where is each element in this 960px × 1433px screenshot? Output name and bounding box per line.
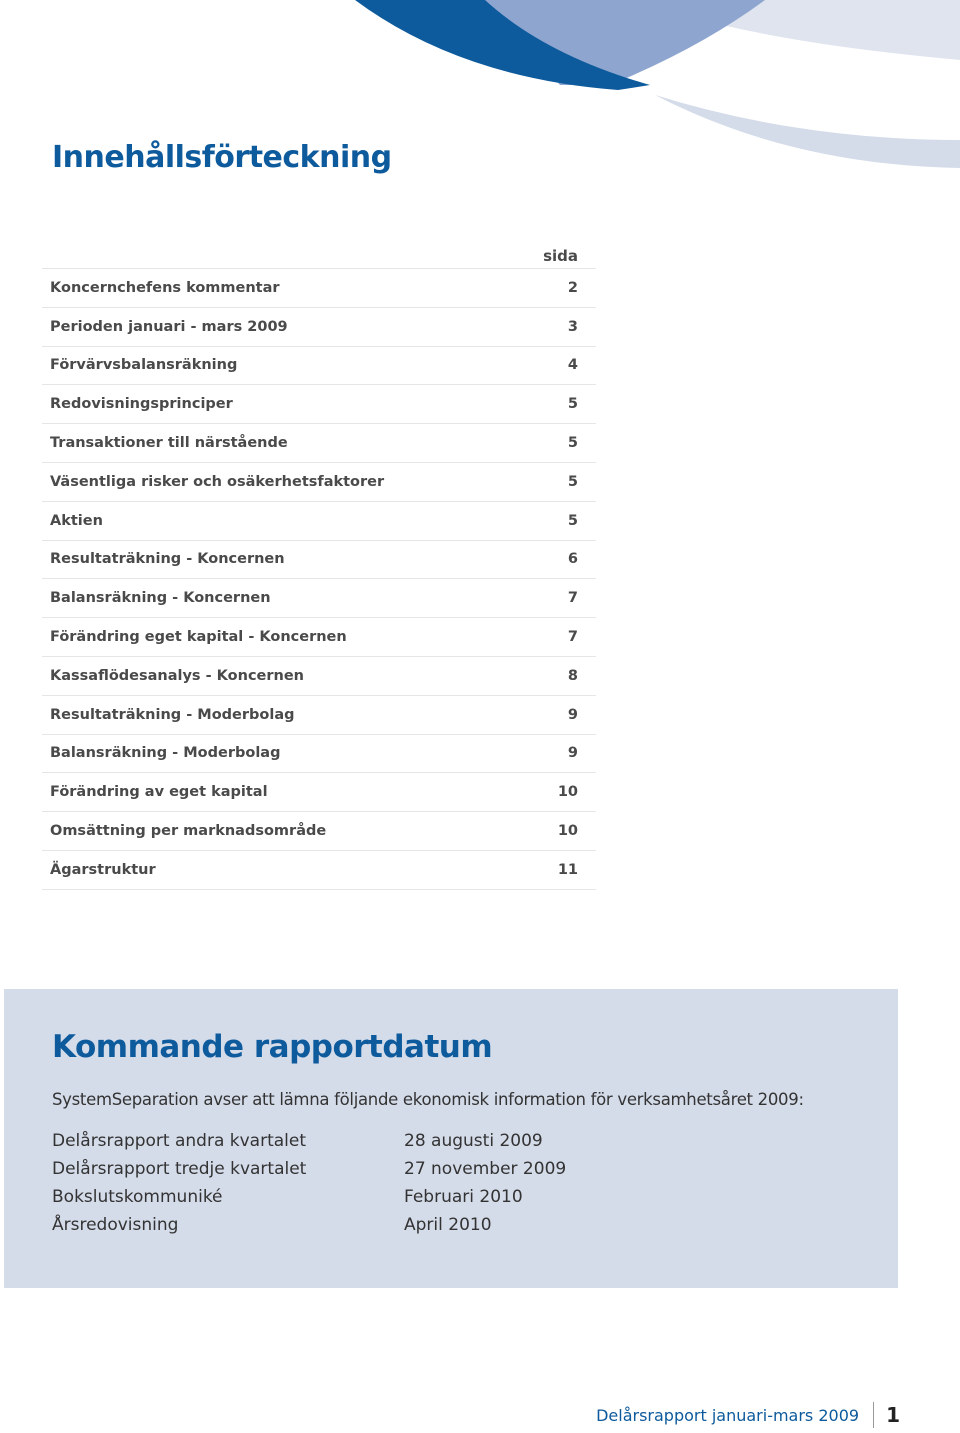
toc-entry-page: 5 [567, 396, 578, 413]
toc-entry-page: 11 [557, 861, 578, 878]
toc-entry-title: Resultaträkning - Koncernen [50, 551, 285, 568]
toc-entry-title: Transaktioner till närstående [50, 435, 288, 452]
report-name: Delårsrapport tredje kvartalet [52, 1159, 307, 1179]
toc-entry-title: Förvärvsbalansräkning [50, 357, 238, 374]
toc-entry-title: Balansräkning - Moderbolag [50, 745, 281, 762]
report-name: Bokslutskommuniké [52, 1187, 223, 1207]
page-column-header: sida [42, 240, 596, 269]
toc-entry-title: Ägarstruktur [50, 861, 156, 878]
toc-entry [42, 502, 596, 541]
toc-entry-title: Förändring av eget kapital [50, 784, 268, 801]
toc-entry-title: Redovisningsprinciper [50, 396, 233, 413]
toc-entry-page: 5 [567, 435, 578, 452]
toc-entry-title: Aktien [50, 512, 103, 529]
upcoming-reports-title: Kommande rapportdatum [52, 1029, 493, 1065]
toc-entry [42, 269, 596, 308]
toc-entry [42, 347, 596, 386]
upcoming-reports-intro: SystemSeparation avser att lämna följande ekonomisk information för verksamhetsåret 2009: [52, 1090, 804, 1109]
toc-entry [42, 424, 596, 463]
toc-entry [42, 773, 596, 812]
toc-entry [42, 463, 596, 502]
table-of-contents [42, 240, 596, 890]
toc-entry-title: Balansräkning - Koncernen [50, 590, 271, 607]
toc-entry [42, 851, 596, 890]
toc-entry-page: 3 [567, 318, 578, 335]
toc-entry-page: 4 [567, 357, 578, 374]
toc-entry [42, 812, 596, 851]
report-date: 28 augusti 2009 [404, 1131, 543, 1151]
toc-entry-title: Omsättning per marknadsområde [50, 823, 327, 840]
toc-entry [42, 541, 596, 580]
report-name: Delårsrapport andra kvartalet [52, 1131, 307, 1151]
toc-entry-page: 2 [567, 279, 578, 296]
toc-entry [42, 735, 596, 774]
toc-entry-page: 8 [567, 667, 578, 684]
toc-entry-page: 5 [567, 473, 578, 490]
toc-entry [42, 618, 596, 657]
toc-entry-title: Kassaflödesanalys - Koncernen [50, 667, 305, 684]
report-date-row [52, 1215, 566, 1243]
report-dates-list [52, 1131, 566, 1243]
toc-entry-title: Resultaträkning - Moderbolag [50, 706, 295, 723]
toc-entry [42, 657, 596, 696]
toc-entry-page: 6 [567, 551, 578, 568]
report-date: Februari 2010 [404, 1187, 523, 1207]
toc-entry-page: 5 [567, 512, 578, 529]
report-name: Årsredovisning [52, 1215, 179, 1235]
toc-entry-page: 7 [567, 590, 578, 607]
toc-entry-title: Perioden januari - mars 2009 [50, 318, 288, 335]
footer-page-number: 1 [886, 1403, 900, 1427]
footer-report-name: Delårsrapport januari-mars 2009 [596, 1405, 860, 1425]
toc-entry-page: 9 [567, 706, 578, 723]
toc-entry [42, 308, 596, 347]
toc-entry [42, 385, 596, 424]
toc-entry-title: Väsentliga risker och osäkerhetsfaktorer [50, 473, 385, 490]
report-date-row [52, 1159, 566, 1187]
toc-entry [42, 579, 596, 618]
toc-entry-title: Förändring eget kapital - Koncernen [50, 629, 347, 646]
toc-entry-page: 10 [557, 784, 578, 801]
report-date-row [52, 1187, 566, 1215]
upcoming-reports-box [4, 989, 898, 1288]
report-date: April 2010 [404, 1215, 492, 1235]
page-title: Innehållsförteckning [52, 140, 392, 175]
report-date: 27 november 2009 [404, 1159, 567, 1179]
report-date-row [52, 1131, 566, 1159]
toc-entry [42, 696, 596, 735]
toc-entry-page: 7 [567, 629, 578, 646]
toc-entry-page: 9 [567, 745, 578, 762]
toc-entry-title: Koncernchefens kommentar [50, 279, 280, 296]
page-footer [596, 1402, 900, 1428]
toc-entry-page: 10 [557, 823, 578, 840]
